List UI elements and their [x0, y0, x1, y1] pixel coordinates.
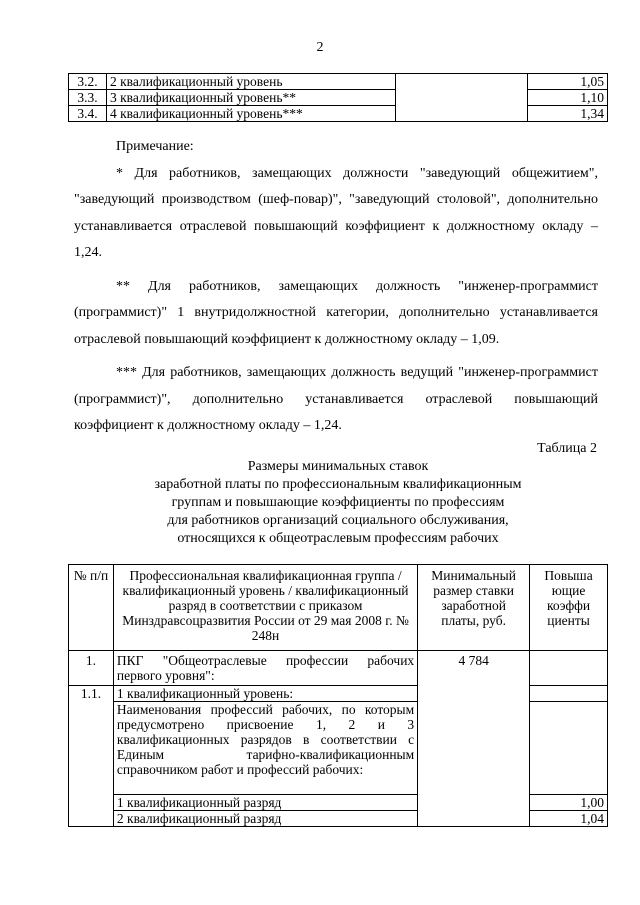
row-number: 3.3. [69, 90, 107, 106]
row-label: 1 квалификационный уровень: [113, 686, 417, 702]
row-coefficient: 1,10 [528, 90, 608, 106]
table-header-row [69, 565, 608, 651]
row-number: 3.4. [69, 106, 107, 122]
empty-cell [530, 651, 608, 686]
title-line: группам и повышающие коэффициенты по профессиям [171, 495, 505, 510]
table-label: Таблица 2 [537, 441, 597, 456]
empty-cell [396, 74, 528, 122]
coefficients-table-continued [68, 73, 608, 122]
row-label: 3 квалификационный уровень** [106, 90, 396, 106]
row-coefficient: 1,05 [528, 74, 608, 90]
title-line: Размеры минимальных ставок [247, 459, 429, 474]
header-group: Профессиональная квалификационная группа / квалификационный уровень / квалификационный разряд в соответствии с приказом Минздравсоцразвития России от 29 мая 2008 г. № 248н [113, 565, 417, 651]
table-row [69, 90, 608, 106]
header-coefficient: Повыша ющие коэффи циенты [530, 565, 608, 651]
row-label: 1 квалификационный разряд [113, 795, 417, 811]
empty-cell [530, 702, 608, 795]
notes-section [74, 134, 598, 440]
title-line: относящихся к общеотраслевым профессиям рабочих [177, 531, 499, 546]
row-number: 1.1. [69, 686, 114, 827]
row-number: 3.2. [69, 74, 107, 90]
table-row [69, 74, 608, 90]
row-coefficient: 1,00 [530, 795, 608, 811]
page-number: 2 [316, 40, 324, 55]
row-label: ПКГ "Общеотраслевые профессии рабочих первого уровня": [113, 651, 417, 686]
rates-table [68, 564, 608, 827]
note-2: ** Для работников, замещающих должность "инженер-программист (программист)" 1 внутридолжностной категории, дополнительно устанавливается отраслевой повышающий коэффициент к должностному окладу – 1,09. [74, 278, 598, 347]
row-label: 2 квалификационный разряд [113, 811, 417, 827]
title-line: заработной платы по профессиональным квалификационным [154, 477, 522, 492]
row-coefficient: 1,34 [528, 106, 608, 122]
note-1: * Для работников, замещающих должности "заведующий общежитием", "заведующий производством (шеф-повар)", "заведующий столовой", дополнительно устанавливается отраслевой повышающий коэффициент к должностному окладу – 1,24. [74, 165, 598, 260]
table-row [69, 106, 608, 122]
row-label: 2 квалификационный уровень [106, 74, 396, 90]
table-title [68, 458, 608, 548]
row-label: 4 квалификационный уровень*** [106, 106, 396, 122]
empty-cell [530, 686, 608, 702]
note-3: *** Для работников, замещающих должность ведущий "инженер-программист (программист)", дополнительно устанавливается отраслевой повышающий коэффициент к должностному окладу – 1,24. [74, 365, 598, 433]
row-coefficient: 1,04 [530, 811, 608, 827]
header-rate: Минимальный размер ставки заработной платы, руб. [418, 565, 530, 651]
title-line: для работников организаций социального обслуживания, [167, 513, 509, 528]
row-rate: 4 784 [418, 651, 530, 827]
notes-title: Примечание: [116, 139, 194, 154]
header-number: № п/п [69, 565, 114, 651]
table-row [69, 651, 608, 686]
row-label: Наименования профессий рабочих, по которым предусмотрено присвоение 1, 2 и 3 квалификационных разрядов в соответствии с Единым тарифно-квалификационным справочником работ и профессий рабочих: [113, 702, 417, 795]
row-number: 1. [69, 651, 114, 686]
